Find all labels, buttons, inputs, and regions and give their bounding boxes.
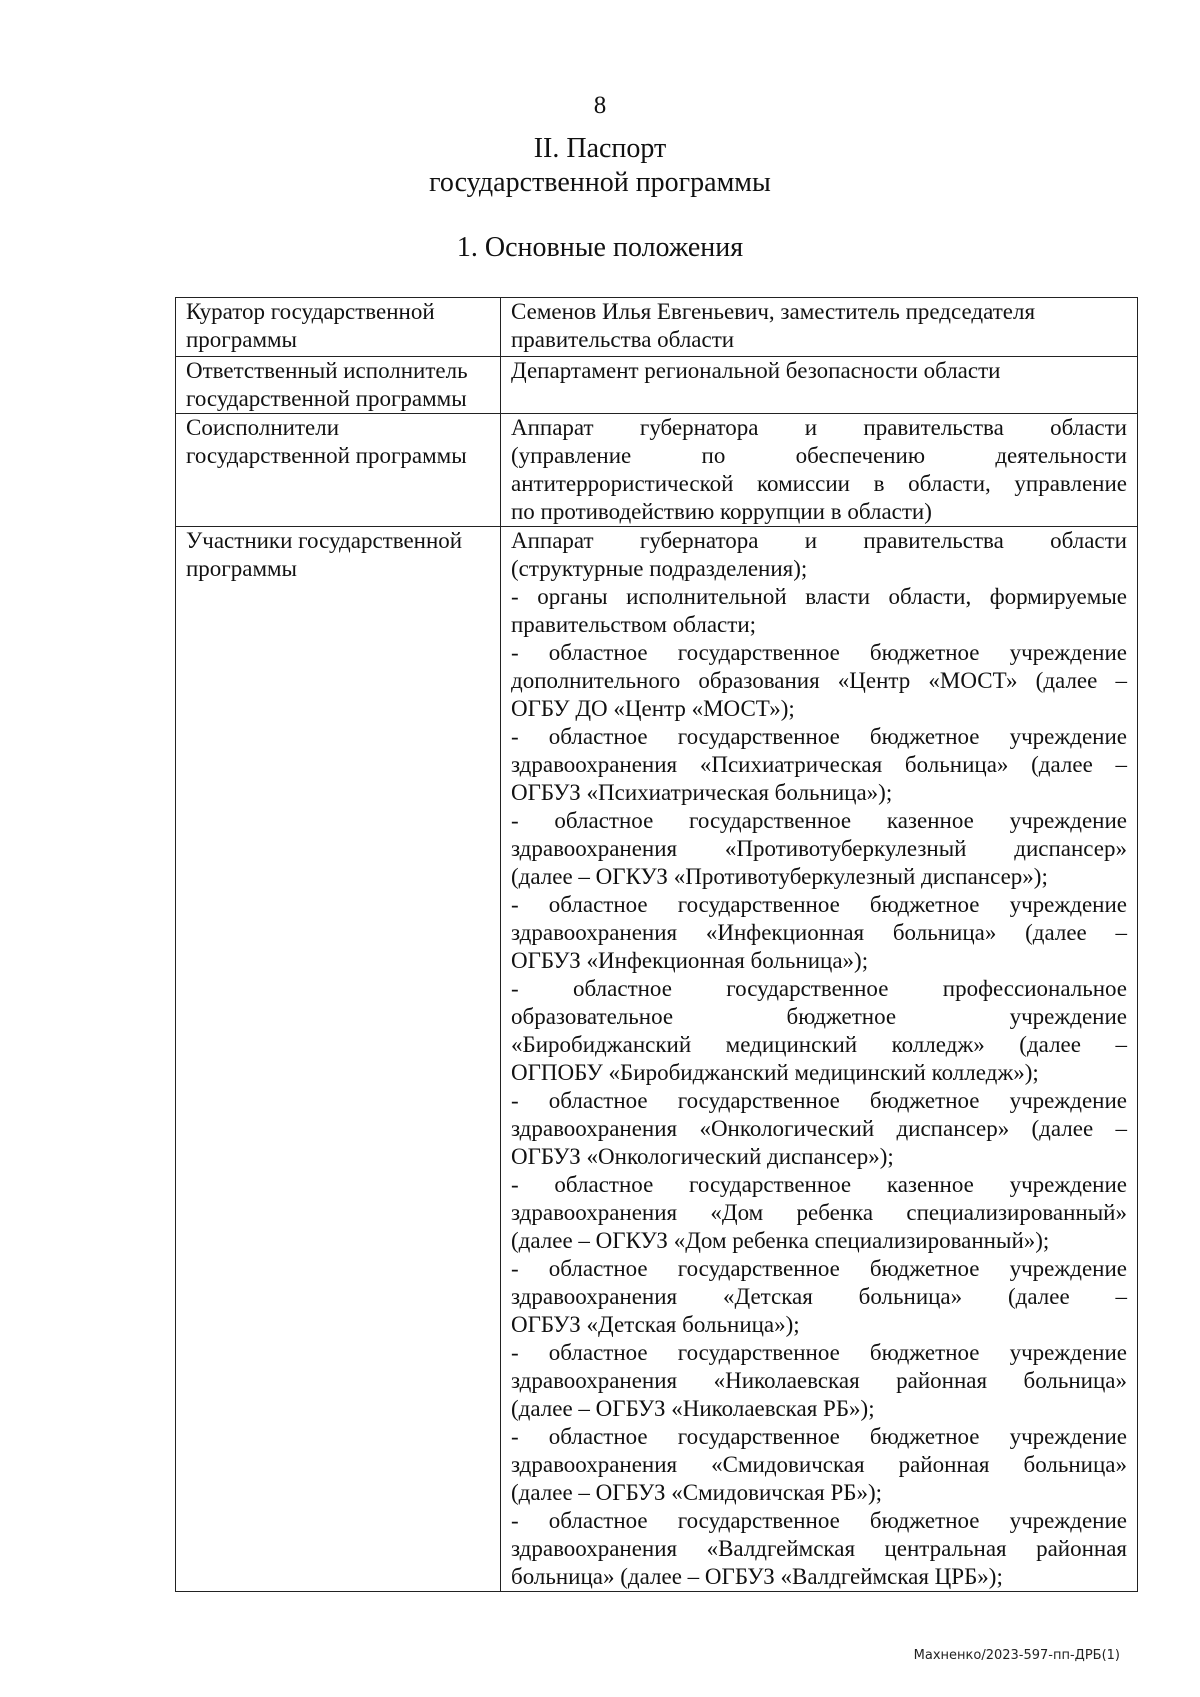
participant-line: - областное государственное казенное учреждение bbox=[511, 1172, 1127, 1197]
participant-line: «Биробиджанский медицинский колледж» (далее – bbox=[511, 1032, 1127, 1057]
participant-line: - органы исполнительной власти области, формируемые bbox=[511, 584, 1127, 609]
responsible-executor-value-line: Департамент региональной безопасности области bbox=[511, 358, 1001, 383]
participant-line: (далее – ОГБУЗ «Смидовичская РБ»); bbox=[511, 1480, 882, 1505]
participant-line: здравоохранения «Дом ребенка специализированный» bbox=[511, 1200, 1127, 1225]
participant-line: (структурные подразделения); bbox=[511, 556, 808, 581]
curator-label: Куратор государственной программы bbox=[176, 298, 501, 357]
participant-line: - областное государственное бюджетное учреждение bbox=[511, 892, 1127, 917]
curator-value-line: правительства области bbox=[511, 327, 735, 352]
participant-line: ОГБУЗ «Онкологический диспансер»); bbox=[511, 1144, 894, 1169]
document-reference-code: Махненко/2023-597-пп-ДРБ(1) bbox=[913, 1648, 1120, 1663]
participants-label: Участники государственной программы bbox=[176, 527, 501, 1592]
participant-line: - областное государственное бюджетное учреждение bbox=[511, 1340, 1127, 1365]
responsible-executor-label: Ответственный исполнитель государственной программы bbox=[176, 357, 501, 414]
participant-line: - областное государственное профессиональное bbox=[511, 976, 1127, 1001]
participant-line: - областное государственное бюджетное учреждение bbox=[511, 1508, 1127, 1533]
curator-value-line: Семенов Илья Евгеньевич, заместитель председателя bbox=[511, 299, 1036, 324]
table-row-participants bbox=[176, 527, 1138, 1592]
participant-line: ОГПОБУ «Биробиджанский медицинский колледж»); bbox=[511, 1060, 1039, 1085]
participant-line: - областное государственное бюджетное учреждение bbox=[511, 1424, 1127, 1449]
page-number: 8 bbox=[593, 92, 607, 119]
participants-value bbox=[501, 527, 1138, 1592]
participant-line: здравоохранения «Противотуберкулезный диспансер» bbox=[511, 836, 1127, 861]
participant-line: здравоохранения «Валдгеймская центральная районная bbox=[511, 1536, 1127, 1561]
participant-line: - областное государственное бюджетное учреждение bbox=[511, 640, 1127, 665]
participant-line: ОГБУЗ «Психиатрическая больница»); bbox=[511, 780, 893, 805]
table-row-co-executors bbox=[176, 414, 1138, 527]
table-row-curator bbox=[176, 298, 1138, 357]
co-executors-label: Соисполнители государственной программы bbox=[176, 414, 501, 527]
co-executors-value-line: (управление по обеспечению деятельности bbox=[511, 443, 1127, 468]
responsible-executor-value bbox=[501, 357, 1138, 414]
subsection-title: 1. Основные положения bbox=[456, 232, 744, 263]
participant-line: образовательное бюджетное учреждение bbox=[511, 1004, 1127, 1029]
participant-line: ОГБУЗ «Детская больница»); bbox=[511, 1312, 800, 1337]
curator-value bbox=[501, 298, 1138, 357]
co-executors-value-line: по противодействию коррупции в области) bbox=[511, 499, 932, 524]
participant-line: - областное государственное бюджетное учреждение bbox=[511, 1256, 1127, 1281]
participant-line: здравоохранения «Онкологический диспансер» (далее – bbox=[511, 1116, 1127, 1141]
participant-line: - областное государственное бюджетное учреждение bbox=[511, 1088, 1127, 1113]
participant-line: - областное государственное казенное учреждение bbox=[511, 808, 1127, 833]
participant-line: - областное государственное бюджетное учреждение bbox=[511, 724, 1127, 749]
table-row-responsible-executor bbox=[176, 357, 1138, 414]
participant-line: (далее – ОГКУЗ «Дом ребенка специализированный»); bbox=[511, 1228, 1050, 1253]
participant-line: правительством области; bbox=[511, 612, 757, 637]
participant-line: (далее – ОГКУЗ «Противотуберкулезный диспансер»); bbox=[511, 864, 1048, 889]
co-executors-value-line: Аппарат губернатора и правительства области bbox=[511, 415, 1127, 440]
section-title bbox=[0, 132, 1200, 200]
co-executors-value-line: антитеррористической комиссии в области, управление bbox=[511, 471, 1127, 496]
participant-line: ОГБУ ДО «Центр «МОСТ»); bbox=[511, 696, 795, 721]
participant-line: здравоохранения «Смидовичская районная больница» bbox=[511, 1452, 1127, 1477]
participant-line: здравоохранения «Инфекционная больница» (далее – bbox=[511, 920, 1127, 945]
participant-line: здравоохранения «Детская больница» (далее – bbox=[511, 1284, 1127, 1309]
participant-line: здравоохранения «Николаевская районная больница» bbox=[511, 1368, 1127, 1393]
participant-line: (далее – ОГБУЗ «Николаевская РБ»); bbox=[511, 1396, 875, 1421]
passport-table bbox=[175, 297, 1138, 1592]
section-title-line-1: II. Паспорт bbox=[533, 133, 667, 164]
section-title-line-2: государственной программы bbox=[429, 167, 771, 198]
participant-line: больница» (далее – ОГБУЗ «Валдгеймская ЦРБ»); bbox=[511, 1564, 1003, 1589]
participant-line: Аппарат губернатора и правительства области bbox=[511, 528, 1127, 553]
participant-line: здравоохранения «Психиатрическая больница» (далее – bbox=[511, 752, 1127, 777]
co-executors-value bbox=[501, 414, 1138, 527]
participant-line: дополнительного образования «Центр «МОСТ» (далее – bbox=[511, 668, 1127, 693]
participant-line: ОГБУЗ «Инфекционная больница»); bbox=[511, 948, 869, 973]
